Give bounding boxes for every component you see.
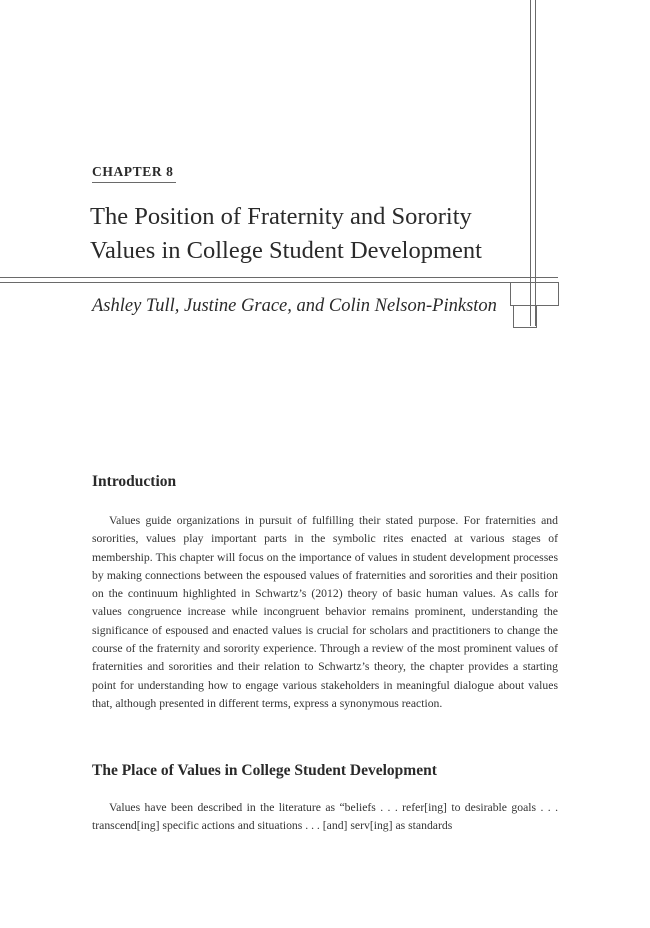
corner-box-outer <box>510 282 559 306</box>
chapter-title: The Position of Fraternity and Sorority Values in College Student Development <box>90 203 482 264</box>
horizontal-rule-top <box>0 277 558 278</box>
place-of-values-paragraph: Values have been described in the literature as “beliefs . . . refer[ing] to desirable goals . . . transcend[ing] specific actions and situations . . . [and] serv[ing] as standards <box>92 801 558 833</box>
introduction-paragraph: Values guide organizations in pursuit of fulfilling their stated purpose. For fraternities and sororities, values play important parts in the symbolic rites enacted at various stages of membership. This chapter will focus on the importance of values in student development processes by making connections between the espoused values of fraternities and sororities and their position on the continuum highlighted in Schwartz’s (2012) theory of basic human values. As calls for values congruence increase while incongruent behavior remains prominent, understanding the significance of espoused and enacted values is crucial for scholars and practitioners to change the course of the fraternity and sorority experience. Through a review of the most prominent values of fraternities and sororities and their relation to Schwartz’s theory, the chapter provides a starting point for understanding how to engage various stakeholders in meaningful dialogue about values that, although presented in different terms, express a synonymous reaction. <box>92 514 558 710</box>
chapter-label-underline <box>92 182 176 183</box>
section-heading-introduction: Introduction <box>92 473 177 490</box>
chapter-label: CHAPTER 8 <box>92 164 174 179</box>
horizontal-rule-bottom <box>0 282 558 283</box>
corner-box-inner <box>513 305 537 328</box>
chapter-authors: Ashley Tull, Justine Grace, and Colin Nelson-Pinkston <box>92 296 497 316</box>
section-heading-place-of-values: The Place of Values in College Student Development <box>92 762 437 779</box>
